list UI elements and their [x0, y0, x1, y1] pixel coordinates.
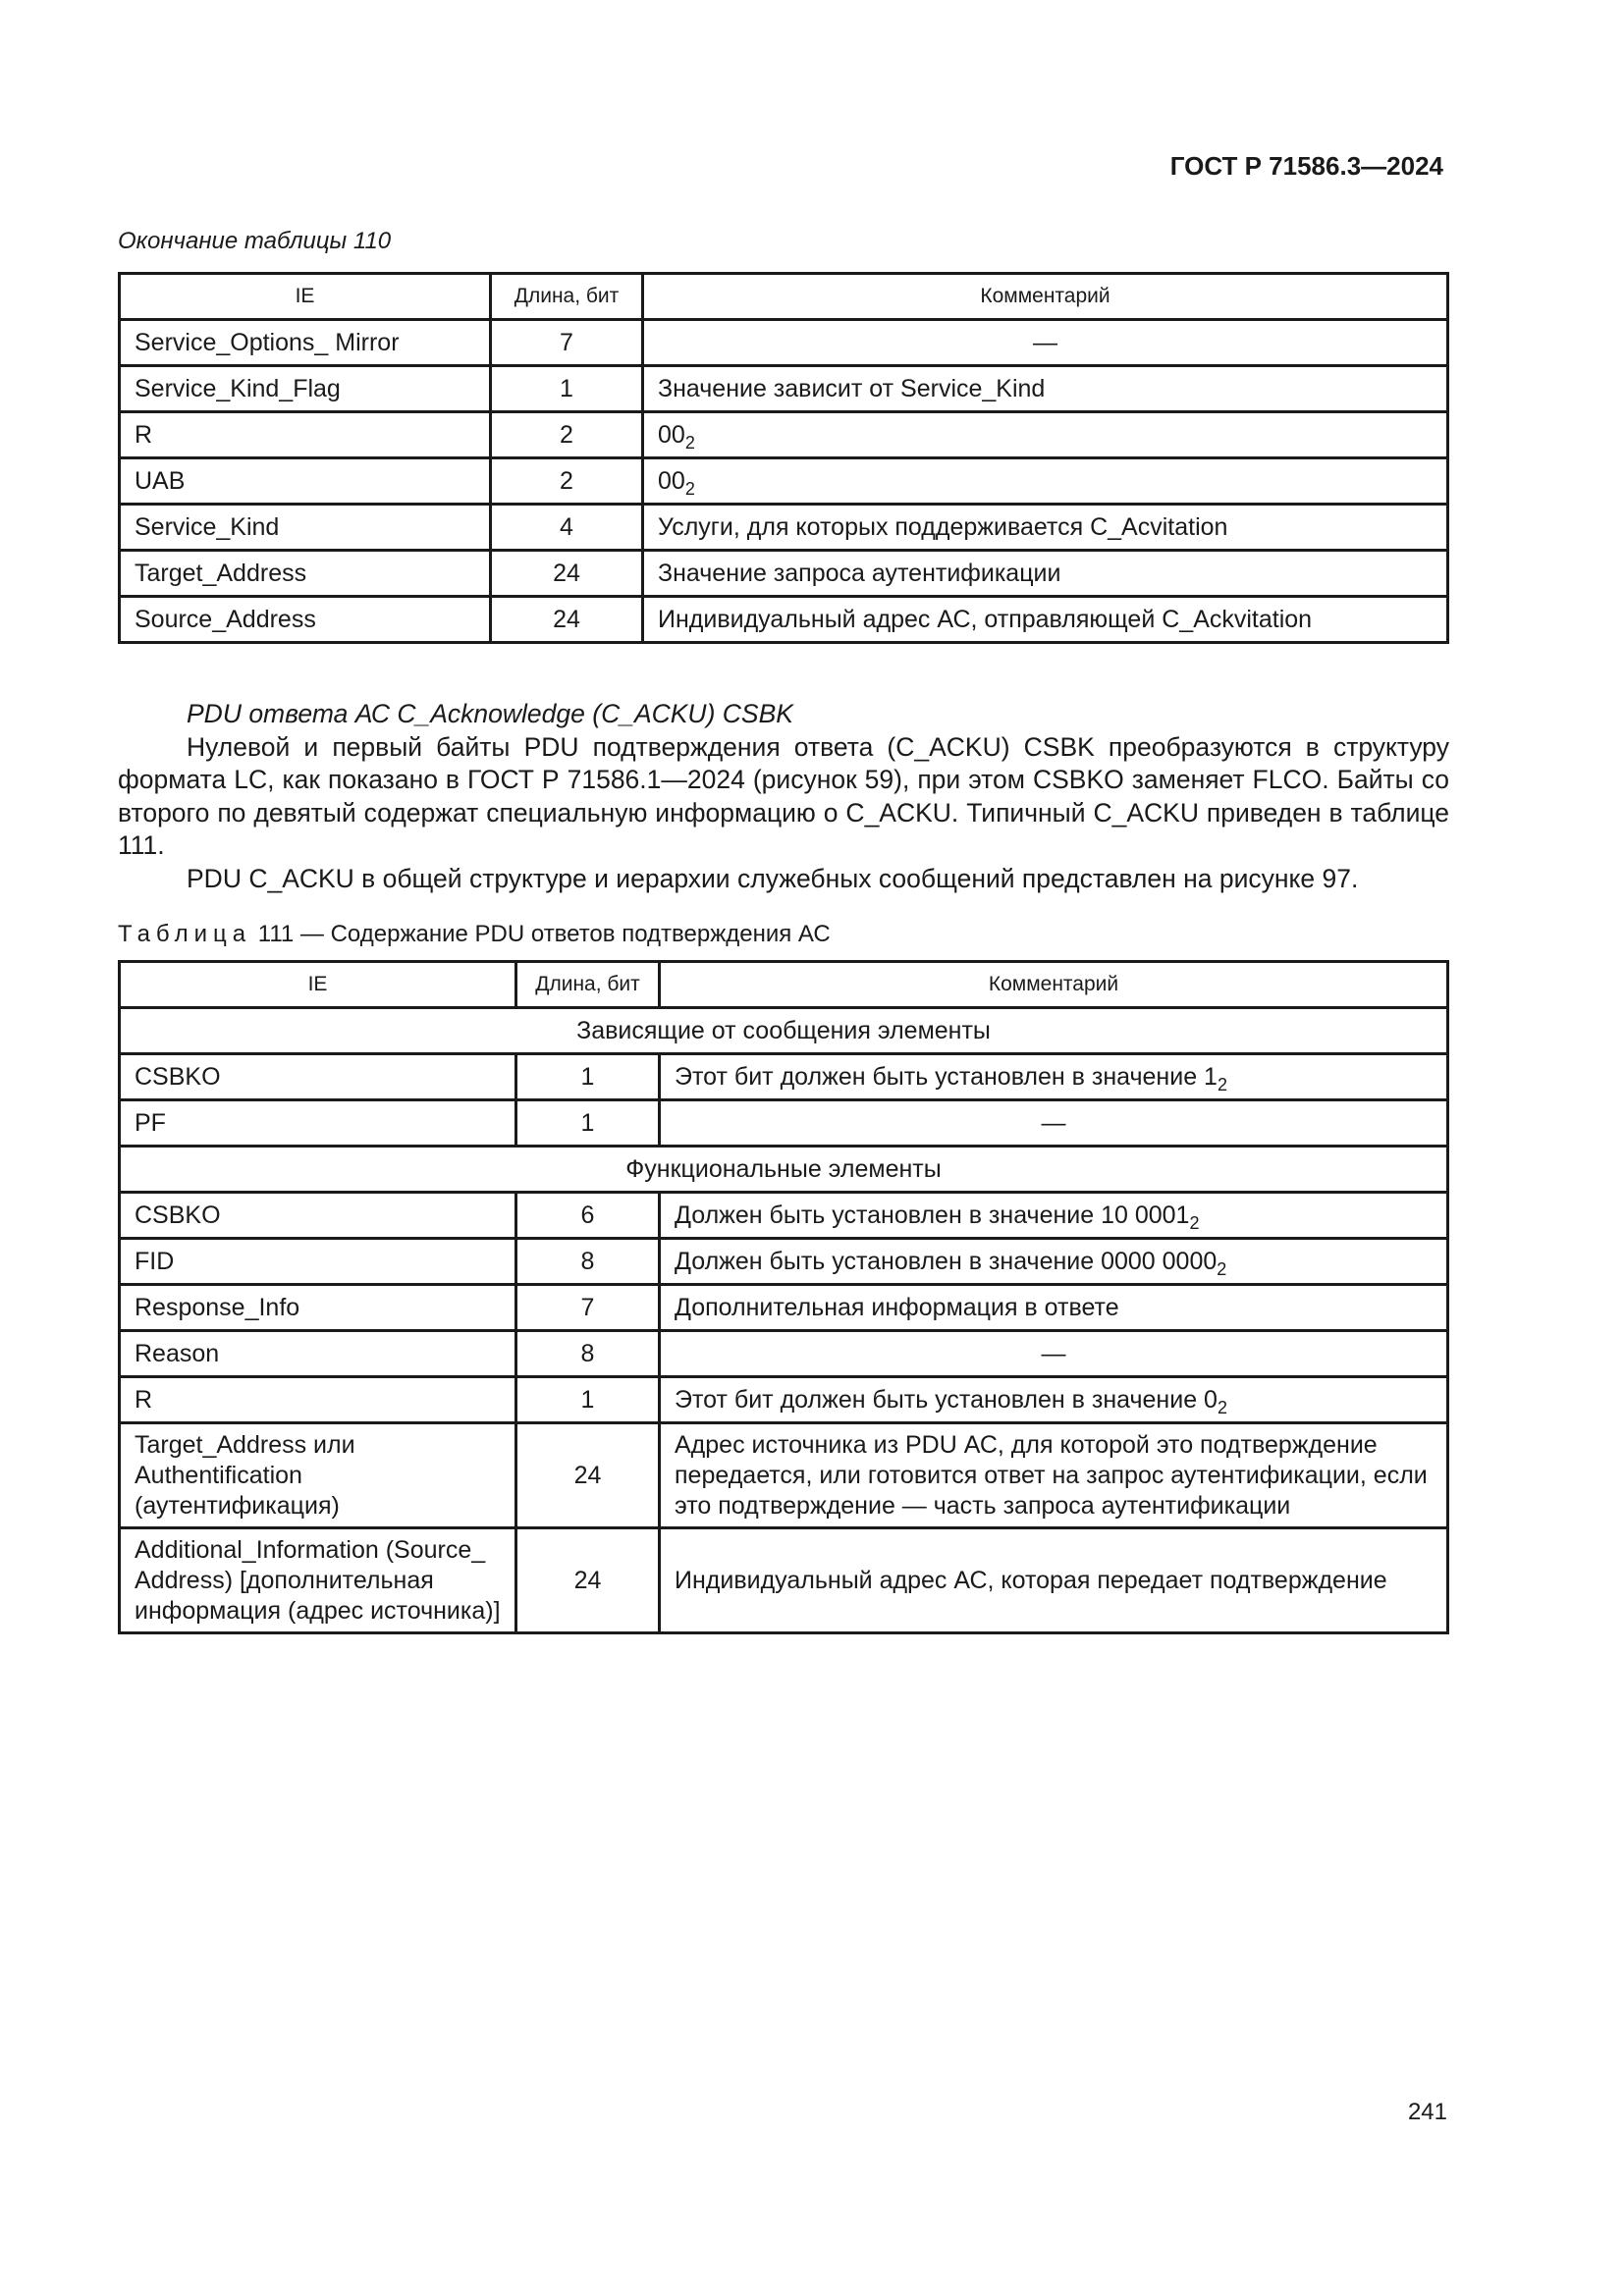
table-row [120, 412, 1448, 458]
ie-cell: Service_Kind [120, 505, 491, 551]
comment-cell [643, 458, 1448, 505]
subscript: 2 [1217, 1074, 1227, 1095]
table-row [120, 1423, 1448, 1528]
column-header-comment: Комментарий [643, 274, 1448, 320]
comment-value: 00 [658, 420, 685, 449]
table-row [120, 366, 1448, 412]
subscript: 2 [1217, 1258, 1227, 1279]
length-cell: 8 [516, 1239, 660, 1285]
subscript: 2 [1217, 1397, 1227, 1417]
paragraph: PDU C_ACKU в общей структуре и иерархии служебных сообщений представлен на рисунке 97. [187, 863, 1359, 893]
ie-cell: R [120, 1377, 516, 1423]
subscript: 2 [684, 478, 695, 499]
section-label: Функциональные элементы [120, 1147, 1448, 1193]
page-number: 241 [1407, 2099, 1447, 2125]
table-row [120, 1285, 1448, 1331]
comment-cell [643, 412, 1448, 458]
body-text [118, 698, 1449, 895]
length-cell: 24 [491, 551, 643, 597]
length-cell: 7 [516, 1285, 660, 1331]
comment-cell: — [660, 1331, 1448, 1377]
comment-cell: Значение запроса аутентификации [643, 551, 1448, 597]
length-cell: 1 [491, 366, 643, 412]
comment-value: Должен быть установлен в значение 10 0001 [675, 1201, 1190, 1229]
comment-value: 00 [658, 466, 685, 495]
comment-cell [660, 1193, 1448, 1239]
table-label: Таблица [118, 921, 252, 947]
comment-cell: — [660, 1100, 1448, 1147]
ie-cell: Reason [120, 1331, 516, 1377]
ie-cell: Target_Address [120, 551, 491, 597]
table-row [120, 1100, 1448, 1147]
column-header-length: Длина, бит [491, 274, 643, 320]
comment-cell: Адрес источника из PDU АС, для которой это подтверждение передается, или готовится ответ на запрос аутентификации, если это подтверждение — часть запроса аутентификации [660, 1423, 1448, 1528]
length-cell: 4 [491, 505, 643, 551]
table-110 [118, 272, 1449, 644]
subscript: 2 [1189, 1212, 1200, 1233]
table-row [120, 458, 1448, 505]
ie-cell: Additional_Information (Source_ Address) [дополнительная информация (адрес источника)] [120, 1528, 516, 1633]
section-row [120, 1008, 1448, 1054]
table-row [120, 551, 1448, 597]
table-header-row [120, 962, 1448, 1008]
paragraph: Нулевой и первый байты PDU подтверждения ответа (C_ACKU) CSBK преобразуются в структуру формата LC, как показано в ГОСТ Р 71586.1—2024 (рисунок 59), при этом CSBKO заменяет FLCO. Байты со второго по девятый содержат специальную информацию о C_ACKU. Типичный C_ACKU приведен в таблице 111. [118, 731, 1449, 860]
comment-cell [660, 1239, 1448, 1285]
length-cell: 2 [491, 458, 643, 505]
table-row [120, 1054, 1448, 1100]
length-cell: 6 [516, 1193, 660, 1239]
ie-cell: FID [120, 1239, 516, 1285]
comment-value: Должен быть установлен в значение 0000 0000 [675, 1247, 1218, 1275]
column-header-ie: IE [120, 274, 491, 320]
subscript: 2 [684, 432, 695, 453]
ie-cell: CSBKO [120, 1054, 516, 1100]
table-110-caption: Окончание таблицы 110 [118, 228, 392, 254]
table-row [120, 505, 1448, 551]
table-111-title [118, 921, 831, 948]
length-cell: 1 [516, 1377, 660, 1423]
ie-cell: CSBKO [120, 1193, 516, 1239]
table-title-text: 111 — Содержание PDU ответов подтверждения АС [257, 921, 831, 947]
length-cell: 1 [516, 1100, 660, 1147]
table-row [120, 597, 1448, 643]
length-cell: 24 [516, 1528, 660, 1633]
length-cell: 24 [516, 1423, 660, 1528]
comment-value: Этот бит должен быть установлен в значение 1 [675, 1062, 1218, 1091]
ie-cell: Response_Info [120, 1285, 516, 1331]
table-header-row [120, 274, 1448, 320]
section-heading: PDU ответа АС C_Acknowledge (C_ACKU) CSBK [187, 699, 793, 728]
ie-cell: PF [120, 1100, 516, 1147]
table-row [120, 320, 1448, 366]
ie-cell: Service_Kind_Flag [120, 366, 491, 412]
comment-cell [660, 1377, 1448, 1423]
table-row [120, 1239, 1448, 1285]
table-row [120, 1377, 1448, 1423]
comment-cell: Индивидуальный адрес АС, отправляющей C_Ackvitation [643, 597, 1448, 643]
length-cell: 7 [491, 320, 643, 366]
ie-cell: UAB [120, 458, 491, 505]
table-111 [118, 960, 1449, 1634]
section-label: Зависящие от сообщения элементы [120, 1008, 1448, 1054]
ie-cell: Source_Address [120, 597, 491, 643]
comment-cell: Услуги, для которых поддерживается C_Acvitation [643, 505, 1448, 551]
table-row [120, 1193, 1448, 1239]
ie-cell: Service_Options_ Mirror [120, 320, 491, 366]
column-header-ie: IE [120, 962, 516, 1008]
length-cell: 8 [516, 1331, 660, 1377]
comment-cell: — [643, 320, 1448, 366]
comment-cell: Значение зависит от Service_Kind [643, 366, 1448, 412]
length-cell: 24 [491, 597, 643, 643]
column-header-length: Длина, бит [516, 962, 660, 1008]
comment-cell: Дополнительная информация в ответе [660, 1285, 1448, 1331]
section-row [120, 1147, 1448, 1193]
table-row [120, 1331, 1448, 1377]
ie-cell: Target_Address или Authentification (аутентификация) [120, 1423, 516, 1528]
comment-value: Этот бит должен быть установлен в значение 0 [675, 1385, 1218, 1414]
table-row [120, 1528, 1448, 1633]
column-header-comment: Комментарий [660, 962, 1448, 1008]
length-cell: 2 [491, 412, 643, 458]
document-code: ГОСТ Р 71586.3—2024 [1169, 151, 1443, 181]
ie-cell: R [120, 412, 491, 458]
length-cell: 1 [516, 1054, 660, 1100]
comment-cell [660, 1054, 1448, 1100]
comment-cell: Индивидуальный адрес АС, которая передает подтверждение [660, 1528, 1448, 1633]
